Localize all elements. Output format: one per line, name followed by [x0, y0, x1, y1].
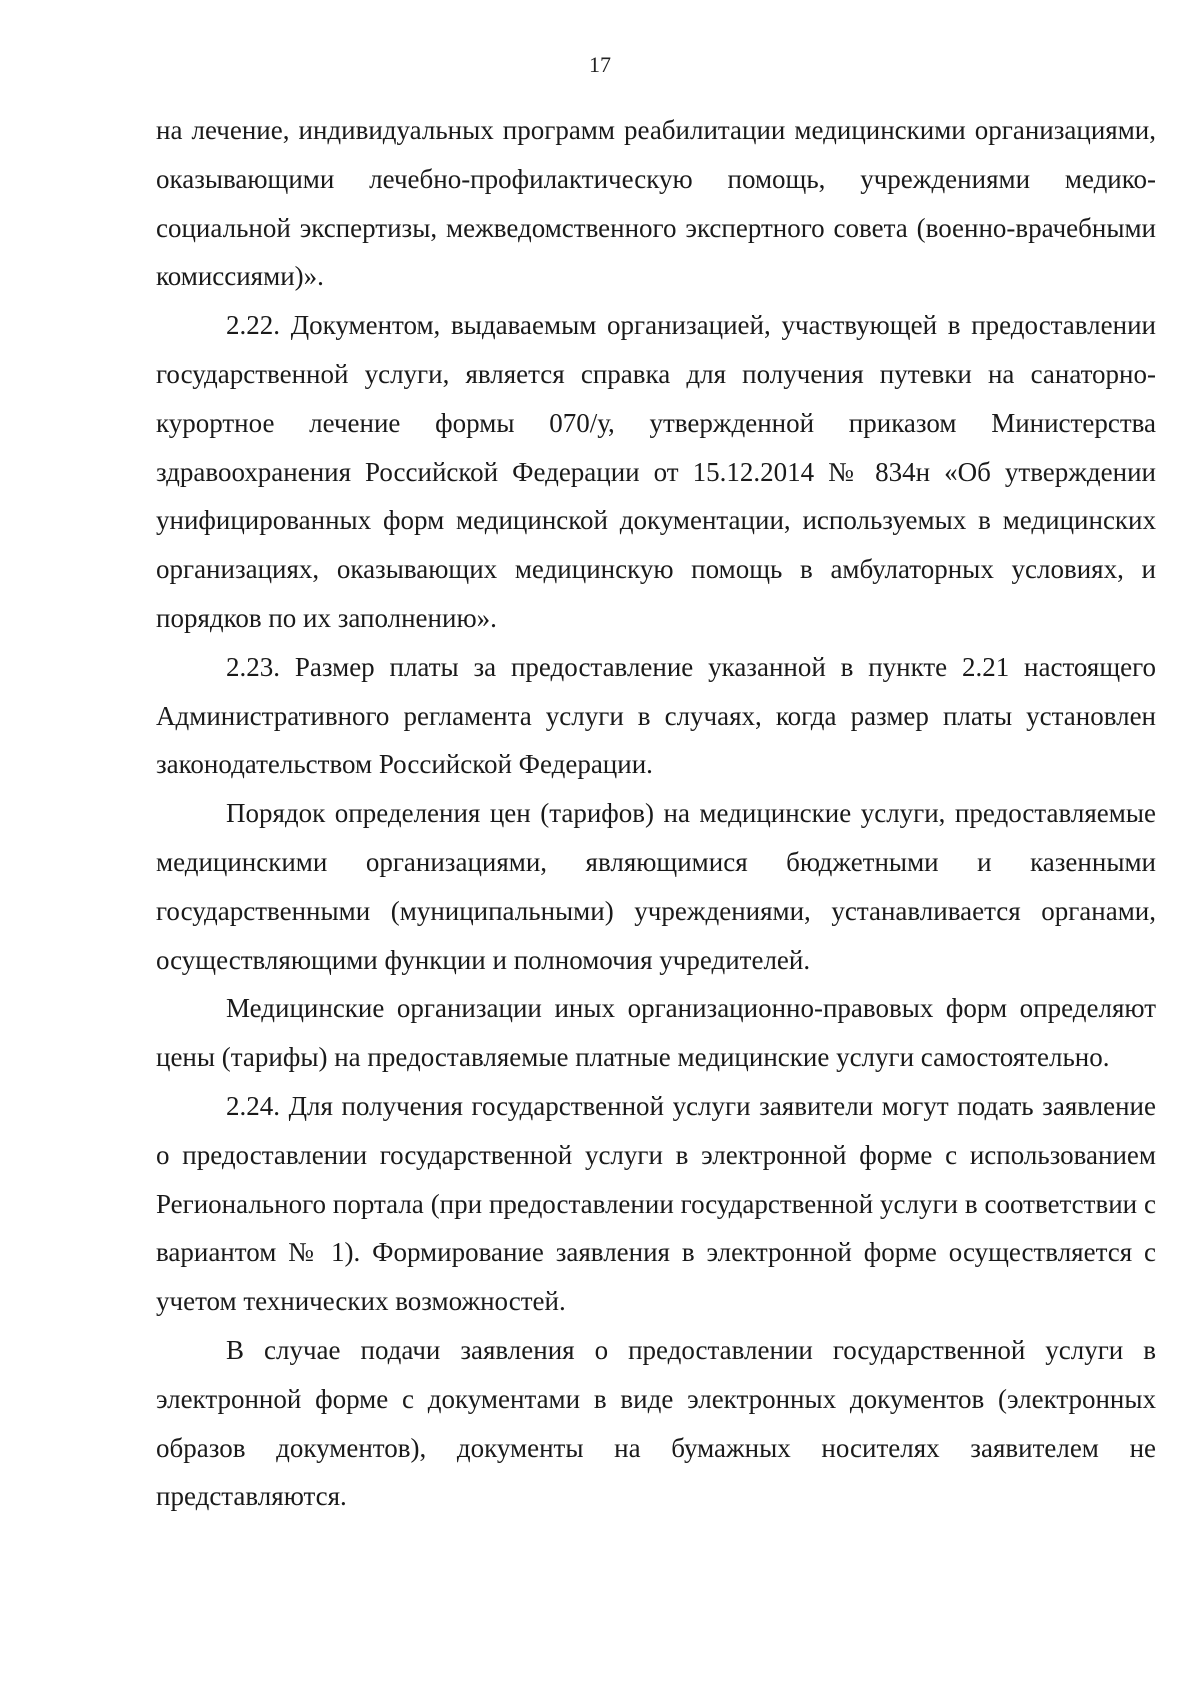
- paragraph-other-organizations: Медицинские организации иных организационно-правовых форм определяют цены (тарифы) на предоставляемые платные медицинские услуги самостоятельно.: [156, 993, 1156, 1073]
- paragraph-pricing-procedure: Порядок определения цен (тарифов) на медицинские услуги, предоставляемые медицинскими организациями, являющимися бюджетными и казенными государственными (муниципальными) учреждениями, устанавливается органами, осуществляющими функции и полномочия учредителей.: [156, 798, 1156, 975]
- paragraph-2-24: 2.24. Для получения государственной услуги заявители могут подать заявление о предоставлении государственной услуги в электронной форме с использованием Регионального портала (при предоставлении государственной услуги в соответствии с вариантом № 1). Формирование заявления в электронной форме осуществляется с учетом технических возможностей.: [156, 1090, 1156, 1317]
- paragraph-continuation: на лечение, индивидуальных программ реабилитации медицинскими организациями, оказывающими лечебно-профилактическую помощь, учреждениями медико-социальной экспертизы, межведомственного экспертного совета (военно-врачебными комиссиями)».: [156, 115, 1156, 292]
- document-body: [156, 106, 1156, 1521]
- paragraph-2-23: 2.23. Размер платы за предоставление указанной в пункте 2.21 настоящего Административного регламента услуги в случаях, когда размер платы установлен законодательством Российской Федерации.: [156, 651, 1156, 780]
- paragraph-2-22: 2.22. Документом, выдаваемым организацией, участвующей в предоставлении государственной услуги, является справка для получения путевки на санаторно-курортное лечение формы 070/у, утвержденной приказом Министерства здравоохранения Российской Федерации от 15.12.2014 № 834н «Об утверждении унифицированных форм медицинской документации, используемых в медицинских организациях, оказывающих медицинскую помощь в амбулаторных условиях, и порядков по их заполнению».: [156, 310, 1156, 633]
- paragraph-electronic-submission: В случае подачи заявления о предоставлении государственной услуги в электронной форме с документами в виде электронных документов (электронных образов документов), документы на бумажных носителях заявителем не представляются.: [156, 1334, 1156, 1512]
- page-number: 17: [589, 52, 611, 77]
